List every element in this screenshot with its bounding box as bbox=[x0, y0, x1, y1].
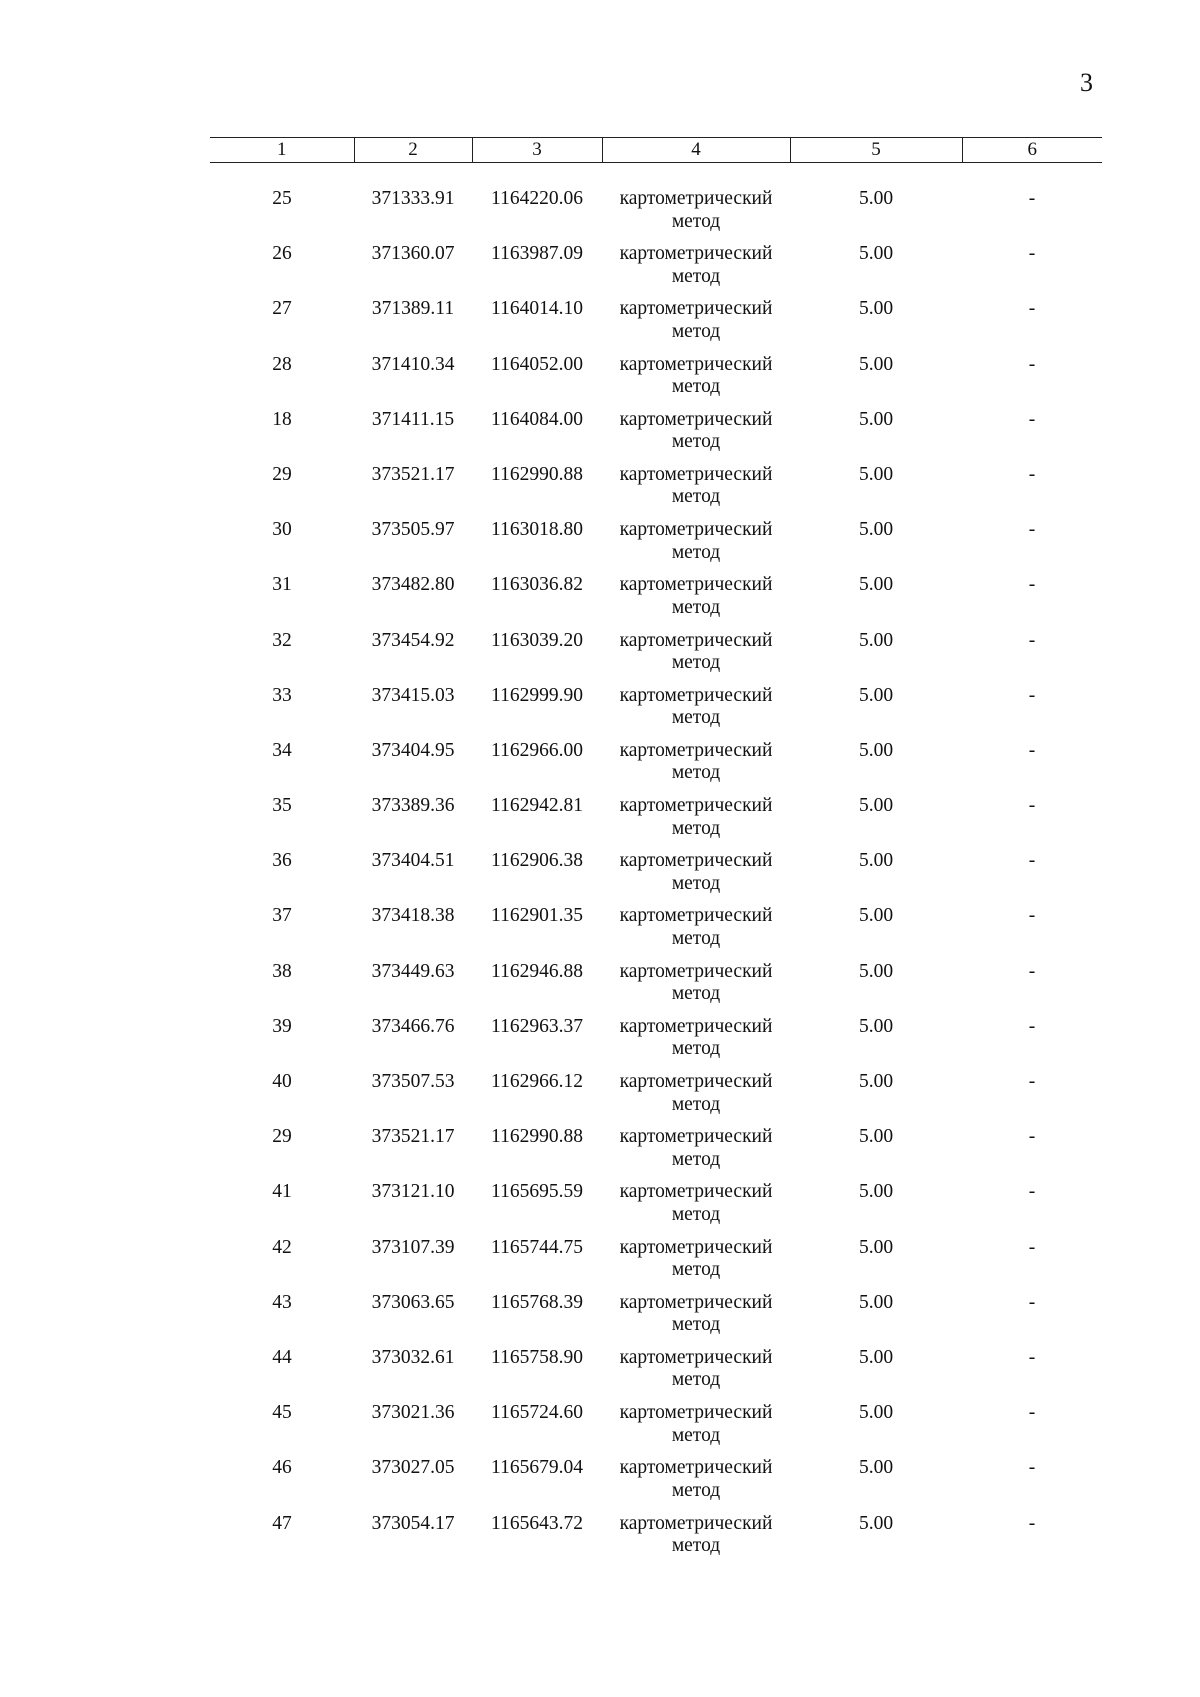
method-line-2: метод bbox=[671, 596, 721, 618]
method-line-2: метод bbox=[671, 265, 721, 287]
column-6-value: - bbox=[1028, 1402, 1036, 1424]
column-6-value: - bbox=[1028, 188, 1036, 209]
x-coordinate: 373482.80 bbox=[371, 574, 455, 596]
x-coordinate: 373415.03 bbox=[371, 684, 455, 706]
method-line-1: картометрический bbox=[619, 905, 773, 927]
y-coordinate: 1162966.12 bbox=[491, 1071, 583, 1092]
method-line-1: картометрический bbox=[619, 298, 773, 320]
y-coordinate: 1162966.00 bbox=[491, 739, 583, 761]
column-6-value: - bbox=[1028, 795, 1036, 817]
y-coordinate: 1162946.88 bbox=[491, 960, 583, 982]
table-row bbox=[210, 1126, 1102, 1181]
table-row bbox=[210, 961, 1102, 1016]
method-line-1: картометрический bbox=[619, 408, 773, 430]
column-6-value: - bbox=[1028, 629, 1036, 651]
y-coordinate: 1165679.04 bbox=[491, 1457, 583, 1479]
accuracy-value: 5.00 bbox=[858, 353, 894, 375]
method-cell bbox=[602, 519, 790, 574]
column-6-value: - bbox=[1028, 960, 1036, 982]
point-number: 27 bbox=[272, 298, 292, 320]
table-row bbox=[210, 1457, 1102, 1512]
y-coordinate: 1165758.90 bbox=[491, 1346, 583, 1368]
x-coordinate: 373521.17 bbox=[371, 1126, 455, 1148]
coordinates-table-body bbox=[210, 188, 1102, 1568]
method-line-2: метод bbox=[671, 652, 721, 673]
y-coordinate: 1163018.80 bbox=[491, 519, 583, 541]
method-line-1: картометрический bbox=[619, 574, 773, 596]
method-line-1: картометрический bbox=[619, 1291, 773, 1313]
method-line-1: картометрический bbox=[619, 188, 773, 209]
accuracy-value: 5.00 bbox=[858, 188, 894, 209]
y-coordinate: 1163036.82 bbox=[491, 574, 583, 596]
method-line-1: картометрический bbox=[619, 519, 773, 541]
method-cell bbox=[602, 1181, 790, 1236]
method-line-2: метод bbox=[671, 983, 721, 1005]
method-line-1: картометрический bbox=[619, 960, 773, 982]
method-line-1: картометрический bbox=[619, 684, 773, 706]
y-coordinate: 1164084.00 bbox=[491, 408, 583, 430]
method-cell bbox=[602, 1071, 790, 1126]
table-row bbox=[210, 685, 1102, 740]
method-line-1: картометрический bbox=[619, 1512, 773, 1534]
method-cell bbox=[602, 685, 790, 740]
column-6-value: - bbox=[1028, 298, 1036, 320]
header-col-2: 2 bbox=[354, 138, 472, 163]
accuracy-value: 5.00 bbox=[858, 629, 894, 651]
coordinates-table bbox=[210, 188, 1102, 1568]
table-row bbox=[210, 464, 1102, 519]
y-coordinate: 1162942.81 bbox=[491, 795, 583, 817]
method-line-2: метод bbox=[671, 1314, 721, 1336]
point-number: 28 bbox=[272, 353, 292, 375]
table-row bbox=[210, 298, 1102, 353]
method-line-1: картометрический bbox=[619, 739, 773, 761]
accuracy-value: 5.00 bbox=[858, 795, 894, 817]
x-coordinate: 371333.91 bbox=[371, 188, 455, 209]
point-number: 40 bbox=[272, 1071, 292, 1092]
method-line-2: метод bbox=[671, 1038, 721, 1060]
table-row bbox=[210, 519, 1102, 574]
point-number: 37 bbox=[272, 905, 292, 927]
method-line-1: картометрический bbox=[619, 463, 773, 485]
accuracy-value: 5.00 bbox=[858, 1402, 894, 1424]
column-6-value: - bbox=[1028, 684, 1036, 706]
method-line-1: картометрический bbox=[619, 1346, 773, 1368]
column-6-value: - bbox=[1028, 1236, 1036, 1258]
accuracy-value: 5.00 bbox=[858, 408, 894, 430]
method-line-2: метод bbox=[671, 1148, 721, 1170]
method-line-2: метод bbox=[671, 1369, 721, 1391]
header-row bbox=[210, 138, 1102, 163]
y-coordinate: 1162901.35 bbox=[491, 905, 583, 927]
table-row bbox=[210, 905, 1102, 960]
table-row bbox=[210, 354, 1102, 409]
x-coordinate: 373389.36 bbox=[371, 795, 455, 817]
accuracy-value: 5.00 bbox=[858, 739, 894, 761]
accuracy-value: 5.00 bbox=[858, 1181, 894, 1203]
accuracy-value: 5.00 bbox=[858, 684, 894, 706]
y-coordinate: 1165744.75 bbox=[491, 1236, 583, 1258]
point-number: 45 bbox=[272, 1402, 292, 1424]
method-line-1: картометрический bbox=[619, 353, 773, 375]
y-coordinate: 1164220.06 bbox=[491, 188, 583, 209]
method-line-1: картометрический bbox=[619, 1457, 773, 1479]
x-coordinate: 373021.36 bbox=[371, 1402, 455, 1424]
method-line-2: метод bbox=[671, 210, 721, 232]
accuracy-value: 5.00 bbox=[858, 1291, 894, 1313]
method-cell bbox=[602, 740, 790, 795]
y-coordinate: 1163039.20 bbox=[491, 629, 583, 651]
point-number: 39 bbox=[272, 1015, 292, 1037]
method-line-1: картометрический bbox=[619, 629, 773, 651]
table-row bbox=[210, 1071, 1102, 1126]
point-number: 43 bbox=[272, 1291, 292, 1313]
point-number: 38 bbox=[272, 960, 292, 982]
method-line-2: метод bbox=[671, 1424, 721, 1446]
y-coordinate: 1164052.00 bbox=[491, 353, 583, 375]
accuracy-value: 5.00 bbox=[858, 243, 894, 265]
method-line-2: метод bbox=[671, 762, 721, 784]
method-cell bbox=[602, 1292, 790, 1347]
column-6-value: - bbox=[1028, 905, 1036, 927]
table-row bbox=[210, 243, 1102, 298]
accuracy-value: 5.00 bbox=[858, 1457, 894, 1479]
method-cell bbox=[602, 850, 790, 905]
method-line-2: метод bbox=[671, 376, 721, 398]
method-cell bbox=[602, 630, 790, 685]
method-line-2: метод bbox=[671, 541, 721, 563]
x-coordinate: 373054.17 bbox=[371, 1512, 455, 1534]
method-cell bbox=[602, 961, 790, 1016]
column-6-value: - bbox=[1028, 574, 1036, 596]
column-6-value: - bbox=[1028, 1512, 1036, 1534]
column-6-value: - bbox=[1028, 408, 1036, 430]
table-row bbox=[210, 1292, 1102, 1347]
table-row bbox=[210, 740, 1102, 795]
method-line-2: метод bbox=[671, 486, 721, 508]
point-number: 29 bbox=[272, 463, 292, 485]
accuracy-value: 5.00 bbox=[858, 1512, 894, 1534]
y-coordinate: 1165724.60 bbox=[491, 1402, 583, 1424]
method-line-2: метод bbox=[671, 707, 721, 729]
method-cell bbox=[602, 905, 790, 960]
method-line-2: метод bbox=[671, 431, 721, 453]
x-coordinate: 373505.97 bbox=[371, 519, 455, 541]
y-coordinate: 1162963.37 bbox=[491, 1015, 583, 1037]
column-6-value: - bbox=[1028, 1457, 1036, 1479]
column-6-value: - bbox=[1028, 1071, 1036, 1092]
x-coordinate: 373063.65 bbox=[371, 1291, 455, 1313]
point-number: 42 bbox=[272, 1236, 292, 1258]
point-number: 34 bbox=[272, 739, 292, 761]
point-number: 29 bbox=[272, 1126, 292, 1148]
column-6-value: - bbox=[1028, 1346, 1036, 1368]
method-line-2: метод bbox=[671, 1203, 721, 1225]
x-coordinate: 373032.61 bbox=[371, 1346, 455, 1368]
table-row bbox=[210, 409, 1102, 464]
y-coordinate: 1162999.90 bbox=[491, 684, 583, 706]
column-6-value: - bbox=[1028, 243, 1036, 265]
point-number: 47 bbox=[272, 1512, 292, 1534]
point-number: 32 bbox=[272, 629, 292, 651]
x-coordinate: 373521.17 bbox=[371, 463, 455, 485]
y-coordinate: 1163987.09 bbox=[491, 243, 583, 265]
method-line-1: картометрический bbox=[619, 1181, 773, 1203]
column-6-value: - bbox=[1028, 1291, 1036, 1313]
method-line-2: метод bbox=[671, 1535, 721, 1556]
method-cell bbox=[602, 1126, 790, 1181]
page-number: 3 bbox=[1080, 68, 1093, 97]
accuracy-value: 5.00 bbox=[858, 1015, 894, 1037]
header-col-5: 5 bbox=[790, 138, 962, 163]
x-coordinate: 373466.76 bbox=[371, 1015, 455, 1037]
x-coordinate: 373507.53 bbox=[371, 1071, 455, 1092]
method-cell bbox=[602, 1457, 790, 1512]
x-coordinate: 373449.63 bbox=[371, 960, 455, 982]
point-number: 44 bbox=[272, 1346, 292, 1368]
accuracy-value: 5.00 bbox=[858, 905, 894, 927]
point-number: 46 bbox=[272, 1457, 292, 1479]
header-col-4: 4 bbox=[602, 138, 790, 163]
column-6-value: - bbox=[1028, 463, 1036, 485]
method-line-1: картометрический bbox=[619, 795, 773, 817]
y-coordinate: 1165695.59 bbox=[491, 1181, 583, 1203]
x-coordinate: 373404.51 bbox=[371, 850, 455, 872]
point-number: 33 bbox=[272, 684, 292, 706]
table-row bbox=[210, 795, 1102, 850]
point-number: 31 bbox=[272, 574, 292, 596]
table-row bbox=[210, 574, 1102, 629]
accuracy-value: 5.00 bbox=[858, 1071, 894, 1092]
table-row bbox=[210, 1402, 1102, 1457]
method-cell bbox=[602, 1237, 790, 1292]
method-cell bbox=[602, 574, 790, 629]
method-line-2: метод bbox=[671, 320, 721, 342]
point-number: 18 bbox=[272, 408, 292, 430]
y-coordinate: 1162990.88 bbox=[491, 463, 583, 485]
column-6-value: - bbox=[1028, 850, 1036, 872]
table-row bbox=[210, 188, 1102, 243]
method-line-2: метод bbox=[671, 817, 721, 839]
y-coordinate: 1165768.39 bbox=[491, 1291, 583, 1313]
x-coordinate: 371389.11 bbox=[371, 298, 455, 320]
method-cell bbox=[602, 1016, 790, 1071]
method-line-2: метод bbox=[671, 927, 721, 949]
accuracy-value: 5.00 bbox=[858, 519, 894, 541]
x-coordinate: 373404.95 bbox=[371, 739, 455, 761]
x-coordinate: 373027.05 bbox=[371, 1457, 455, 1479]
method-line-1: картометрический bbox=[619, 1236, 773, 1258]
method-line-1: картометрический bbox=[619, 1126, 773, 1148]
method-line-2: метод bbox=[671, 1093, 721, 1115]
y-coordinate: 1162906.38 bbox=[491, 850, 583, 872]
table-row bbox=[210, 1347, 1102, 1402]
x-coordinate: 371360.07 bbox=[371, 243, 455, 265]
column-6-value: - bbox=[1028, 519, 1036, 541]
table-row bbox=[210, 1513, 1102, 1568]
method-cell bbox=[602, 1513, 790, 1568]
method-line-2: метод bbox=[671, 1479, 721, 1501]
y-coordinate: 1164014.10 bbox=[491, 298, 583, 320]
x-coordinate: 373121.10 bbox=[371, 1181, 455, 1203]
point-number: 26 bbox=[272, 243, 292, 265]
accuracy-value: 5.00 bbox=[858, 574, 894, 596]
x-coordinate: 373454.92 bbox=[371, 629, 455, 651]
table-row bbox=[210, 1181, 1102, 1236]
table-row bbox=[210, 630, 1102, 685]
method-cell bbox=[602, 795, 790, 850]
table-row bbox=[210, 1016, 1102, 1071]
method-cell bbox=[602, 409, 790, 464]
method-cell bbox=[602, 298, 790, 353]
accuracy-value: 5.00 bbox=[858, 850, 894, 872]
table-row bbox=[210, 1237, 1102, 1292]
method-line-2: метод bbox=[671, 872, 721, 894]
method-cell bbox=[602, 188, 790, 243]
column-number-header bbox=[210, 137, 1102, 163]
header-col-3: 3 bbox=[472, 138, 602, 163]
column-6-value: - bbox=[1028, 353, 1036, 375]
method-line-1: картометрический bbox=[619, 243, 773, 265]
accuracy-value: 5.00 bbox=[858, 1346, 894, 1368]
point-number: 25 bbox=[272, 188, 292, 209]
method-line-1: картометрический bbox=[619, 1015, 773, 1037]
header-col-1: 1 bbox=[210, 138, 354, 163]
method-line-2: метод bbox=[671, 1259, 721, 1281]
accuracy-value: 5.00 bbox=[858, 1126, 894, 1148]
table-row bbox=[210, 850, 1102, 905]
accuracy-value: 5.00 bbox=[858, 298, 894, 320]
accuracy-value: 5.00 bbox=[858, 960, 894, 982]
method-cell bbox=[602, 354, 790, 409]
accuracy-value: 5.00 bbox=[858, 1236, 894, 1258]
column-6-value: - bbox=[1028, 1015, 1036, 1037]
point-number: 30 bbox=[272, 519, 292, 541]
method-line-1: картометрический bbox=[619, 850, 773, 872]
x-coordinate: 373418.38 bbox=[371, 905, 455, 927]
y-coordinate: 1162990.88 bbox=[491, 1126, 583, 1148]
x-coordinate: 371411.15 bbox=[371, 408, 455, 430]
header-col-6: 6 bbox=[962, 138, 1102, 163]
method-line-1: картометрический bbox=[619, 1402, 773, 1424]
point-number: 35 bbox=[272, 795, 292, 817]
method-cell bbox=[602, 243, 790, 298]
method-cell bbox=[602, 464, 790, 519]
column-6-value: - bbox=[1028, 739, 1036, 761]
method-line-1: картометрический bbox=[619, 1071, 773, 1092]
method-cell bbox=[602, 1402, 790, 1457]
column-6-value: - bbox=[1028, 1126, 1036, 1148]
y-coordinate: 1165643.72 bbox=[491, 1512, 583, 1534]
point-number: 41 bbox=[272, 1181, 292, 1203]
accuracy-value: 5.00 bbox=[858, 463, 894, 485]
point-number: 36 bbox=[272, 850, 292, 872]
column-6-value: - bbox=[1028, 1181, 1036, 1203]
method-cell bbox=[602, 1347, 790, 1402]
x-coordinate: 373107.39 bbox=[371, 1236, 455, 1258]
x-coordinate: 371410.34 bbox=[371, 353, 455, 375]
